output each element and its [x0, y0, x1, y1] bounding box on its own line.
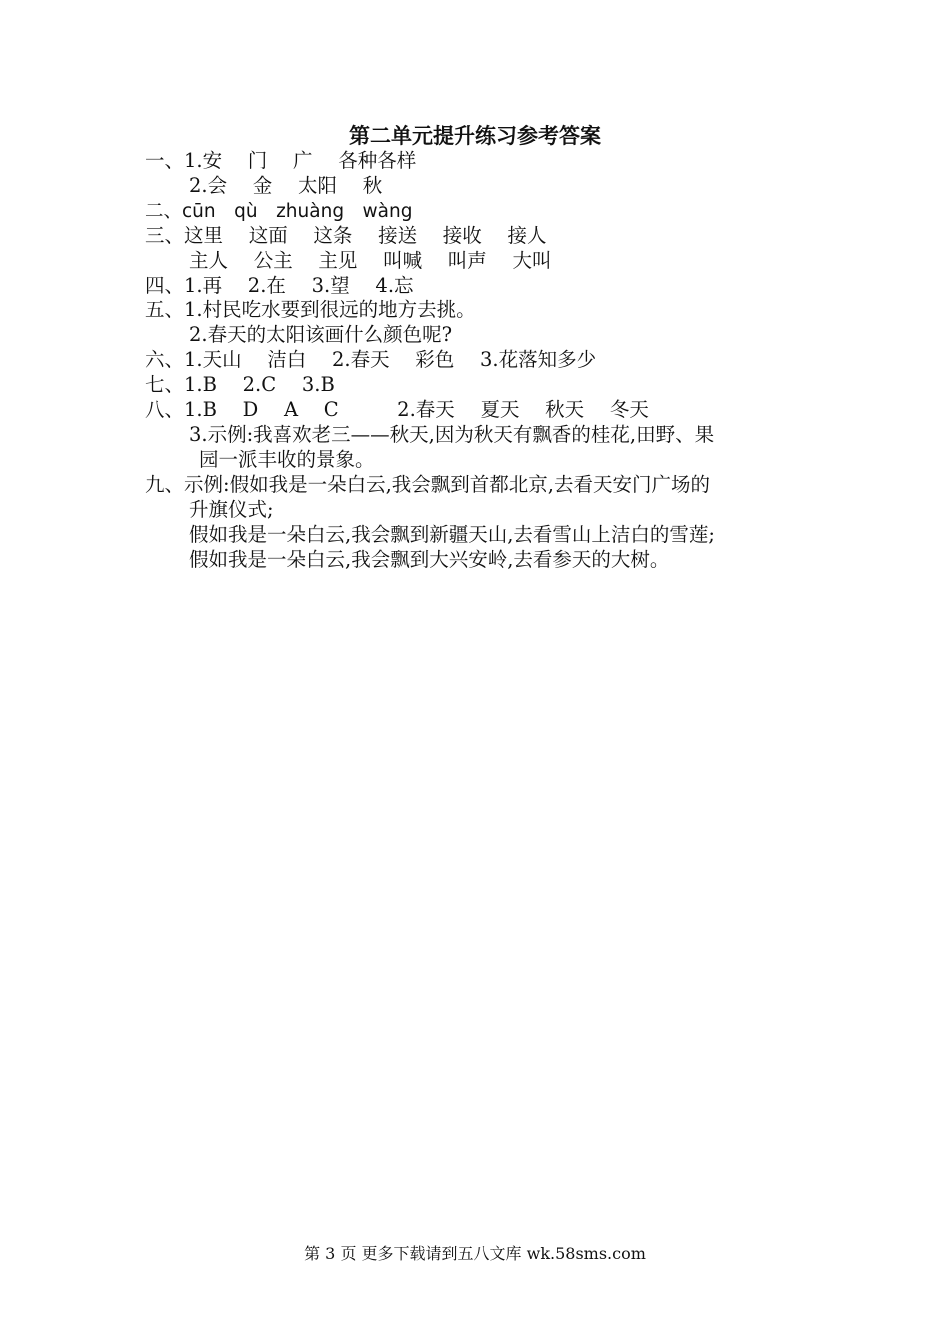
answer-4: 四、1.再 2.在 3.望 4.忘 — [145, 274, 414, 297]
page-footer: 第 3 页 更多下载请到五八文库 wk.58sms.com — [304, 1244, 646, 1263]
answer-9-line-3: 假如我是一朵白云,我会飘到新疆天山,去看雪山上洁白的雪莲; — [189, 523, 715, 546]
answer-1-line-2: 2.会 金 太阳 秋 — [189, 174, 383, 197]
answer-3-line-2: 主人 公主 主见 叫喊 叫声 大叫 — [189, 249, 552, 272]
answer-3-line-1: 三、这里 这面 这条 接送 接收 接人 — [145, 224, 547, 247]
answer-8-line-1: 八、1.B D A C 2.春天 夏天 秋天 冬天 — [145, 398, 649, 421]
answer-1-line-1: 一、1.安 门 广 各种各样 — [145, 149, 417, 172]
answer-5-line-2: 2.春天的太阳该画什么颜色呢? — [189, 323, 453, 346]
answer-9-line-2: 升旗仪式; — [189, 498, 274, 521]
answer-8-line-3: 园一派丰收的景象。 — [199, 448, 375, 471]
answer-9-line-1: 九、示例:假如我是一朵白云,我会飘到首都北京,去看天安门广场的 — [145, 473, 710, 496]
answer-6: 六、1.天山 洁白 2.春天 彩色 3.花落知多少 — [145, 348, 597, 371]
answer-8-line-2: 3.示例:我喜欢老三——秋天,因为秋天有飘香的桂花,田野、果 — [189, 423, 715, 446]
answer-2-pinyin: 二、cūn qù zhuàng wàng — [145, 201, 413, 222]
answer-5-line-1: 五、1.村民吃水要到很远的地方去挑。 — [145, 298, 476, 321]
answer-9-line-4: 假如我是一朵白云,我会飘到大兴安岭,去看参天的大树。 — [189, 548, 670, 571]
document-title: 第二单元提升练习参考答案 — [349, 123, 601, 148]
answer-7: 七、1.B 2.C 3.B — [145, 373, 335, 396]
